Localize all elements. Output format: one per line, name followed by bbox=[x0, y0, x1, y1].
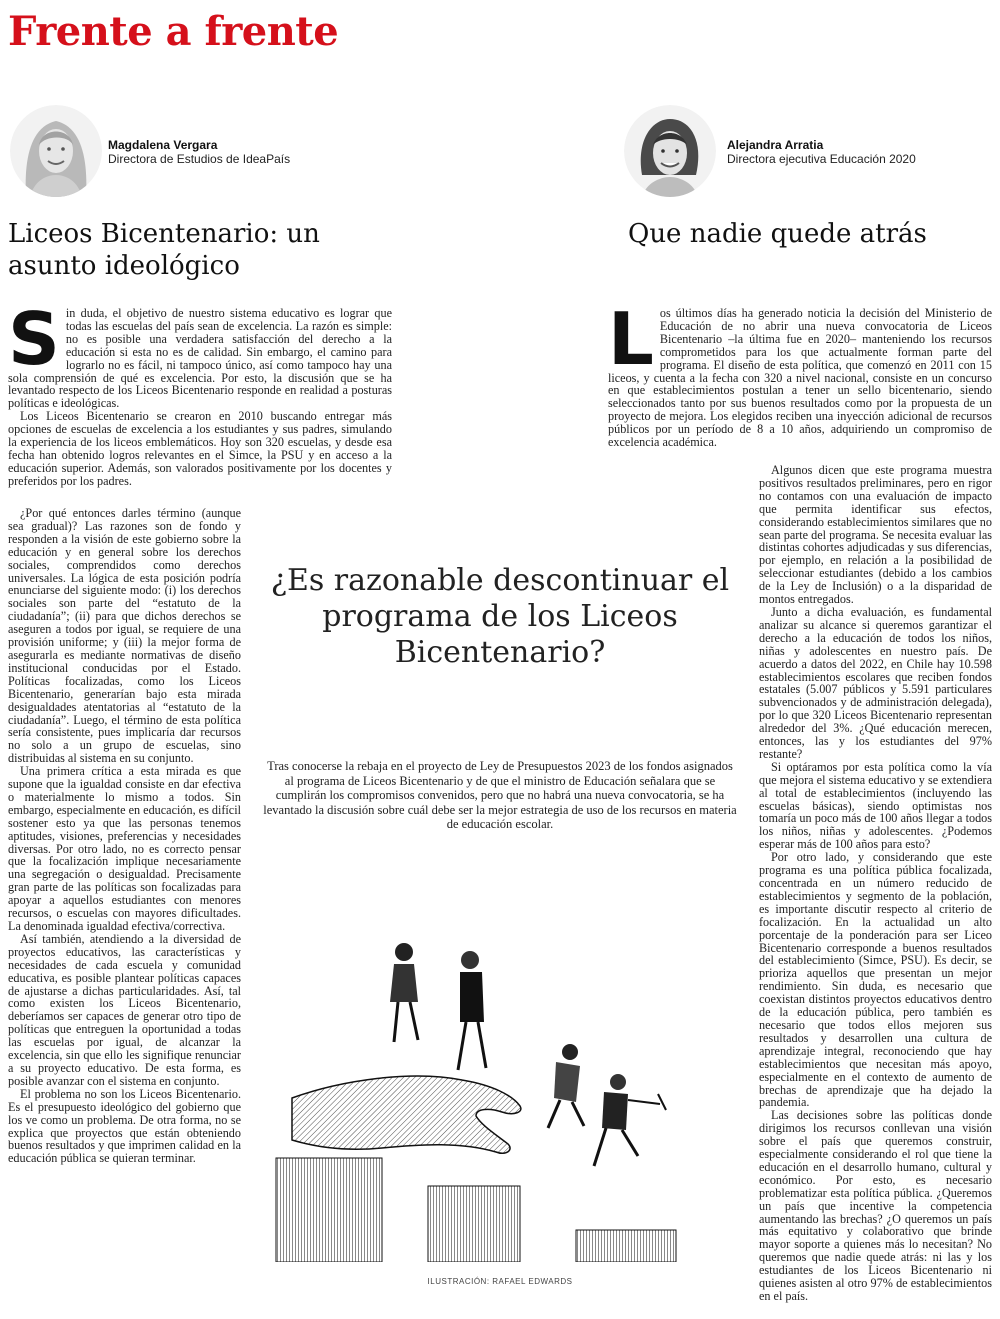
left-paragraph-3: ¿Por qué entonces darles término (aunque sea gradual)? Las razones son de fondo y responden a la visión de este gobierno sobre la educación y en general sobre los derechos sociales, comprendidos como derechos universales. La lógica de esta posición podría enunciarse del siguiente modo: (i) los derechos sociales son parte del “estatuto de la ciudadanía”; (ii) para que dichos derechos se aseguren a todos por igual, se requiere de una provisión uniforme; y (iii) la mejor forma de asegurarla es mediante normativas de diseño institucional conducidas por el Estado. Políticas focalizadas, como los Liceos Bicentenario, generarían bajo esta mirada desigualdades atentatorias al “estatuto de la ciudadanía”. Luego, el término de esta política sería consistente, pues implicaría dar recursos no solo a un grupo de escuelas, sino distribuidas al sistema en su conjunto. bbox=[8, 506, 241, 766]
left-article-top bbox=[8, 297, 392, 488]
illustration-credit: ILUSTRACIÓN: RAFAEL EDWARDS bbox=[427, 1277, 573, 1286]
right-paragraph-4: Si optáramos por esta política como la vía que mejora el sistema educativo y se extendiera al total de establecimientos (incluyendo las escuelas básicas), siendo optimistas nos tomaría un poco más de 100 años llegar a todos los niños, niñas y adolescentes. ¿Podemos esperar más de 100 años para esto? bbox=[759, 759, 992, 852]
author-role-right: Directora ejecutiva Educación 2020 bbox=[727, 152, 916, 166]
left-article-column bbox=[8, 507, 241, 1165]
illustration bbox=[262, 930, 738, 1262]
right-paragraph-3: Junto a dicha evaluación, es fundamental analizar su alcance si queremos garantizar el derecho a la educación de todos los niños, niñas y adolescentes en nuestro país. De acuerdo a datos del 2022, en Chile hay 10.598 establecimientos escolares que reciben fondos estatales (5.007 públicos y 5.591 particulares subvencionados y de administración delegada), por lo que 320 Liceos Bicentenario representan alrededor del 3%. ¿Qué educación merecen, entonces, las y los estudiantes del 97% restante? bbox=[759, 604, 992, 761]
dropcap-left: S bbox=[8, 297, 60, 381]
right-paragraph-1: os últimos días ha generado noticia la decisión del Ministerio de Educación de no abrir una nueva convocatoria de Liceos Bicentenario –la última fue en 2020– manteniendo los recursos comprometidos para los que actualmente forman parte del programa. El diseño de esta política, que comenzó en 2011 con 15 liceos, y cuenta a la fecha con 320 a nivel nacional, consiste en un concurso en que establecimientos postulan a tener un sello bicentenario, siendo seleccionados tanto por sus buenos resultados como por la propuesta de un proyecto de mejora. Los elegidos reciben una inyección adicional de recursos públicos por un período de 8 a 10 años, adquiriendo un compromiso de excelencia académica. bbox=[608, 306, 992, 450]
left-paragraph-4: Una primera crítica a esta mirada es que supone que la igualdad consiste en dar efectiva o materialmente lo mismo a todos. Sin embargo, especialmente en educación, es difícil sostener esto ya que las personas tenemos aptitudes, visiones, preferencias y necesidades diversas. Por otro lado, no es correcto pensar que la focalización implique necesariamente una segregación o desigualdad. Precisamente gran parte de las políticas son focalizadas para apoyar a aquellos estudiantes con menores recursos, o escuelas con mayores dificultades. La denominada igualdad efectiva/correctiva. bbox=[8, 764, 241, 933]
section-title: Frente a frente bbox=[8, 8, 339, 55]
right-paragraph-2: Algunos dicen que este programa muestra positivos resultados preliminares, pero en rigor no contamos con una evaluación de impacto que permita identificar sus efectos, considerando establecimientos similares que no sean parte del programa. Se necesita evaluar las distintas cohortes adjudicadas y sus diferencias, por ejemplo, en relación a la posibilidad de seleccionar estudiantes (debido a los cambios de la Ley de Inclusión) o a la disparidad de montos entregados. bbox=[759, 463, 992, 607]
right-article-column bbox=[759, 464, 992, 1303]
right-paragraph-5: Por otro lado, y considerando que este programa es una política pública focalizada, concentrada en un número reducido de establecimientos y segmento de la población, es importante discutir respecto al criterio de focalización. En la actualidad un alto porcentaje de la ponderación para ser Liceo Bicentenario corresponde a buenos resultados del establecimiento (Simce, PSU). Es decir, se prioriza aquellos que presentan un mejor rendimiento. Sin duda, es necesario que coexistan distintos proyectos educativos dentro de la educación pública, pero también es necesario que todos ellos mejoren sus resultados y desarrollen una cultura de aprendizaje integral, reconociendo que hay establecimientos que necesitan más apoyo, especialmente en el contexto de aumento de brechas de aprendizaje que ha dejado la pandemia. bbox=[759, 850, 992, 1110]
right-paragraph-6: Las decisiones sobre las políticas donde dirigimos los recursos conllevan una visión sobre el país que queremos construir, especialmente considerando el rol que tiene la educación en el desarrollo humano, cultural y económico. Por esto, es necesario problematizar esta política pública. ¿Queremos un país que incentive la competencia aumentando las brechas? ¿O queremos un país más equitativo y colaborativo que brinde mayor soporte a quienes más lo necesitan? No queremos que nadie quede atrás: ni las y los estudiantes de los Liceos Bicentenario ni quienes asisten al otro 97% de establecimientos en el país. bbox=[759, 1108, 992, 1303]
debate-question: ¿Es razonable descontinuar el programa de los Liceos Bicentenario? bbox=[270, 563, 730, 670]
avatar-left bbox=[10, 105, 102, 197]
right-article-top bbox=[608, 297, 992, 450]
lead-paragraph: Tras conocerse la rebaja en el proyecto de Ley de Presupuestos 2023 de los fondos asignados al programa de Liceos Bicentenario y de que el ministro de Educación señalara que se cumplirán los compromisos convenidos, pero que no habrá una nueva convocatoria, se ha levantado la discusión sobre cuál debe ser la mejor estrategia de uso de los recursos en materia de educación escolar. bbox=[263, 759, 737, 831]
left-paragraph-2: Los Liceos Bicentenario se crearon en 2010 buscando entregar más opciones de escuelas de excelencia a los estudiantes y sus padres, simulando la experiencia de los liceos emblemáticos. Hoy son 320 escuelas, y desde esa fecha han obtenido logros relevantes en el Simce, la PSU y en acceso a la educación superior. Además, son valorados positivamente por los docentes y preferidos por los padres. bbox=[8, 409, 392, 488]
avatar-right bbox=[624, 105, 716, 197]
author-name-left: Magdalena Vergara bbox=[108, 138, 218, 152]
author-name-right: Alejandra Arratia bbox=[727, 138, 824, 152]
author-role-left: Directora de Estudios de IdeaPaís bbox=[108, 152, 291, 166]
left-paragraph-5: Así también, atendiendo a la diversidad de proyectos educativos, las características y necesidades de cada escuela y comunidad educativa, es posible plantear políticas capaces de ajustarse a dichas particularidades. Así, tal como existen los Liceos Bicentenario, deberíamos ser capaces de generar otro tipo de políticas que entreguen la oportunidad a todas las escuelas por igual, de alcanzar la excelencia, sin que ello les signifique renunciar a su proyecto educativo. De esta forma, es posible avanzar con el sistema en conjunto. bbox=[8, 931, 241, 1088]
left-paragraph-6: El problema no son los Liceos Bicentenario. Es el presupuesto ideológico del gobierno que los ve como un problema. De otra forma, no se explica que proyectos que están obteniendo buenos resultados y que imprimen calidad en la educación pública se quieran terminar. bbox=[8, 1086, 241, 1166]
dropcap-right: L bbox=[608, 297, 654, 381]
left-paragraph-1: in duda, el objetivo de nuestro sistema educativo es lograr que todas las escuelas del país sean de excelencia. La razón es simple: no es posible una verdadera satisfacción del derecho a la educación si esta no es de calidad. Sin embargo, el camino para lograrlo no es fácil, ni tampoco único, así como tampoco hay una sola comprensión de qué es excelencia. Por esto, la discusión que se ha levantado respecto de los Liceos Bicentenario responde en realidad a posturas políticas e ideológicas. bbox=[8, 306, 392, 411]
left-headline: Liceos Bicentenario: un asunto ideológico bbox=[8, 219, 320, 281]
right-headline: Que nadie quede atrás bbox=[628, 219, 927, 249]
